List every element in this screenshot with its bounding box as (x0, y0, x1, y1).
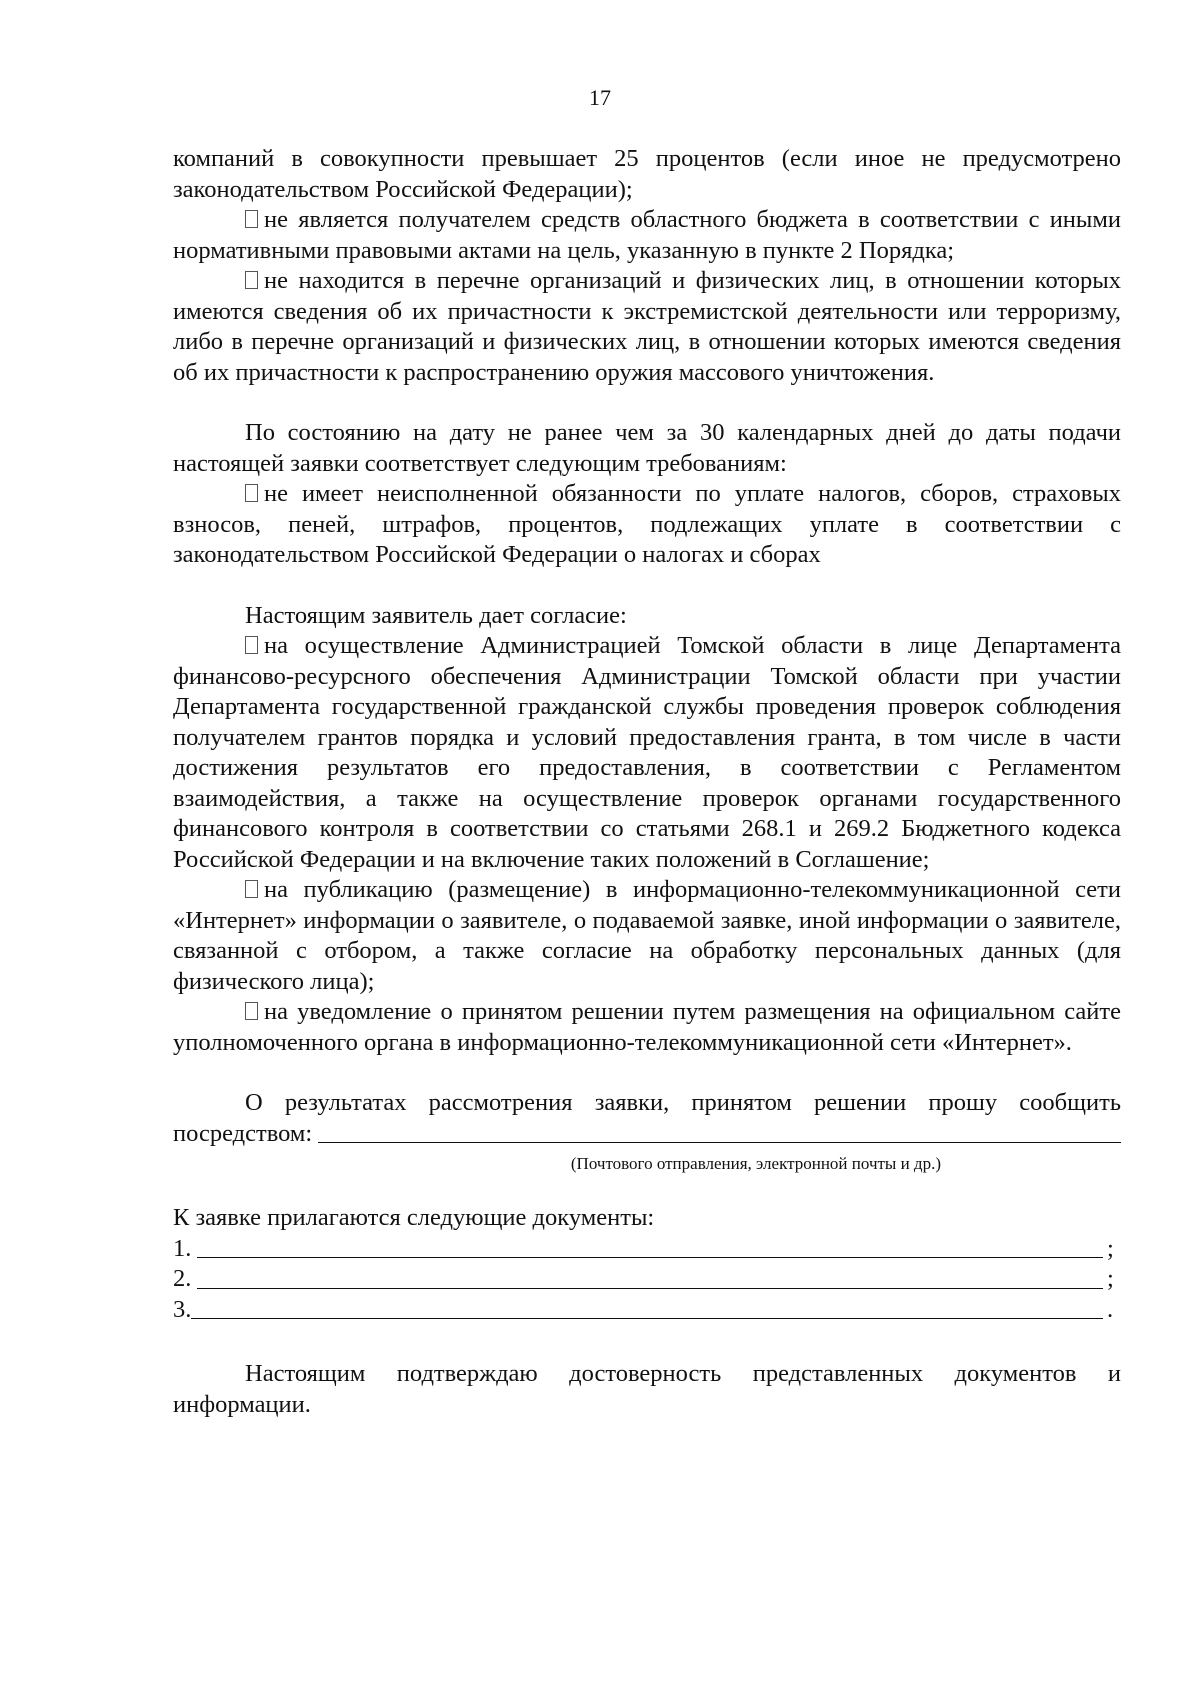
attachment-field[interactable] (197, 1256, 1103, 1258)
confirmation-statement: Настоящим подтверждаю достоверность представленных документов и информации. (173, 1360, 1121, 1418)
checkbox-icon[interactable] (245, 484, 258, 502)
attachment-number: 1. (173, 1234, 192, 1262)
checkbox-icon[interactable] (245, 271, 258, 289)
consent-item: на публикацию (размещение) в информационно-телекоммуникационной сети «Интернет» информации о заявителе, о подаваемой заявке, иной информации о заявителе, связанной с отбором, а также согласие на обработку персональных данных (для физического лица); (173, 876, 1121, 995)
attachment-row (173, 1295, 1121, 1326)
attachment-row (173, 1264, 1121, 1295)
checkbox-icon[interactable] (245, 210, 258, 228)
attachment-row (173, 1234, 1121, 1265)
attachment-number: 3. (173, 1295, 192, 1323)
attachments-title: К заявке прилагаются следующие документы: (173, 1204, 655, 1231)
result-notification-text: О результатах рассмотрения заявки, принятом решении прошу сообщить (245, 1089, 1121, 1116)
notification-method-label: посредством: (173, 1119, 313, 1147)
attachment-field[interactable] (197, 1287, 1103, 1289)
document-body (173, 144, 1121, 1420)
checkbox-icon[interactable] (245, 880, 258, 898)
attachment-field[interactable] (191, 1317, 1103, 1319)
tax-requirements-intro: По состоянию на дату не ранее чем за 30 календарных дней до даты подачи настоящей заявки соответствует следующим требованиям: (173, 419, 1121, 477)
notification-method-field[interactable] (318, 1141, 1121, 1143)
requirement-item: не находится в перечне организаций и физических лиц, в отношении которых имеются сведения об их причастности к экстремистской деятельности или терроризму, либо в перечне организаций и физических лиц, в отношении которых имеются сведения об их причастности к распространению оружия массового уничтожения. (173, 267, 1121, 386)
checkbox-icon[interactable] (245, 636, 258, 654)
requirement-item: не имеет неисполненной обязанности по уплате налогов, сборов, страховых взносов, пеней, штрафов, процентов, подлежащих уплате в соответствии с законодательством Российской Федерации о налогах и сборах (173, 480, 1121, 568)
consent-intro: Настоящим заявитель дает согласие: (245, 601, 627, 629)
page-number: 17 (589, 85, 611, 110)
notification-method-row (173, 1119, 1121, 1150)
checkbox-icon[interactable] (245, 1002, 258, 1020)
consent-item: на осуществление Администрацией Томской области в лице Департамента финансово-ресурсного обеспечения Администрации Томской области при участии Департамента государственной гражданской службы проведения проверок соблюдения получателем грантов порядка и условий предоставления гранта, в том числе в части достижения результатов его предоставления, в соответствии с Регламентом взаимодействия, а также на осуществление проверок органами государственного финансового контроля в соответствии со статьями 268.1 и 269.2 Бюджетного кодекса Российской Федерации и на включение таких положений в Соглашение; (173, 632, 1121, 873)
attachment-terminator: . (1107, 1295, 1114, 1323)
requirement-item: не является получателем средств областного бюджета в соответствии с иными нормативными правовыми актами на цель, указанную в пункте 2 Порядка; (173, 206, 1121, 264)
continuation-paragraph: компаний в совокупности превышает 25 процентов (если иное не предусмотрено законодательством Российской Федерации); (173, 145, 1121, 203)
consent-item: на уведомление о принятом решении путем размещения на официальном сайте уполномоченного органа в информационно-телекоммуникационной сети «Интернет». (173, 998, 1121, 1056)
attachment-number: 2. (173, 1265, 192, 1292)
notification-method-hint: (Почтового отправления, электронной почты и др.) (570, 1154, 941, 1173)
attachment-terminator: ; (1107, 1265, 1114, 1292)
attachment-terminator: ; (1107, 1234, 1114, 1262)
